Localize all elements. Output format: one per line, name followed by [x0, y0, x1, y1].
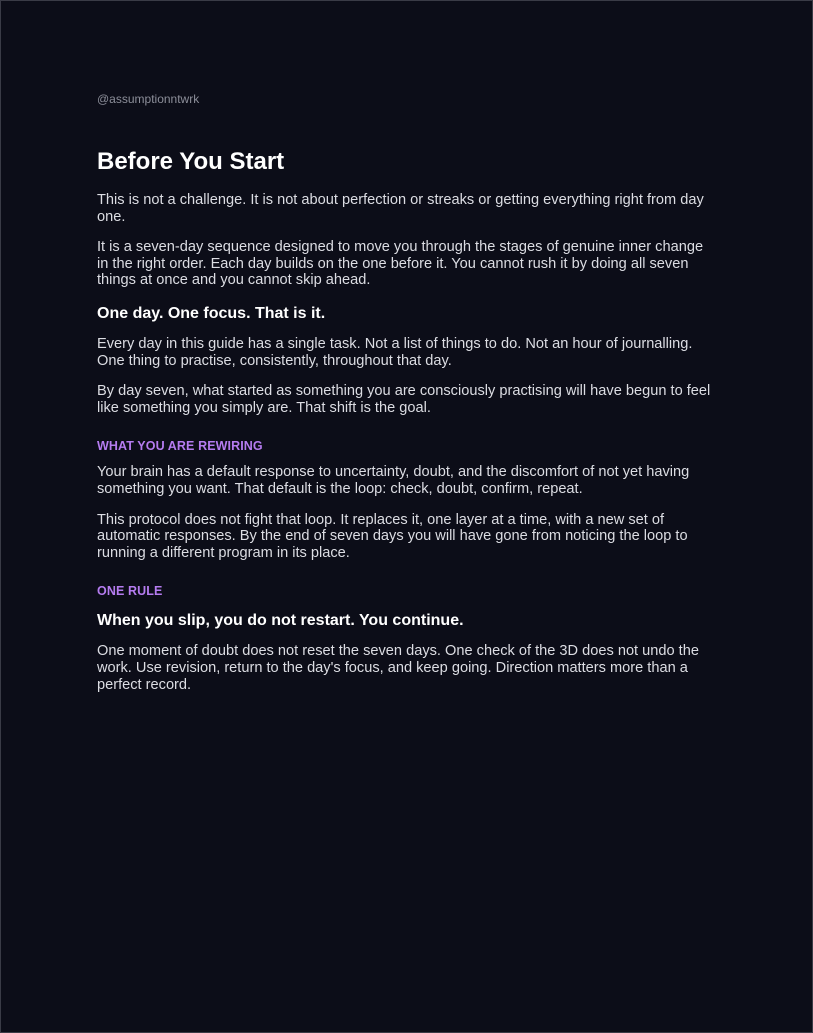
page-title: Before You Start [97, 148, 285, 175]
focus-heading: One day. One focus. That is it. [97, 304, 326, 322]
focus-paragraph-1: Every day in this guide has a single task. Not a list of things to do. Not an hour of journalling. One thing to practise, consistently, throughout that day. [97, 335, 693, 369]
rewiring-paragraph-2: This protocol does not fight that loop. It replaces it, one layer at a time, with a new set of automatic responses. By the end of seven days you will have gone from noticing the loop to running a different program in its place. [97, 511, 688, 561]
rewiring-section-label: WHAT YOU ARE REWIRING [97, 439, 263, 454]
rule-heading: When you slip, you do not restart. You continue. [97, 612, 464, 630]
document-page [1, 1, 812, 1032]
intro-paragraph-1: This is not a challenge. It is not about perfection or streaks or getting everything right from day one. [97, 192, 704, 225]
focus-paragraph-2: By day seven, what started as something you are consciously practising will have begun to feel like something you simply are. That shift is the goal. [97, 383, 711, 416]
author-handle: @assumptionntwrk [97, 92, 200, 106]
rule-section-label: ONE RULE [97, 584, 163, 599]
rule-paragraph: One moment of doubt does not reset the seven days. One check of the 3D does not undo the work. Use revision, return to the day's focus, and keep going. Direction matters more than a perfect record. [97, 643, 699, 693]
rewiring-paragraph-1: Your brain has a default response to uncertainty, doubt, and the discomfort of not yet having something you want. That default is the loop: check, doubt, confirm, repeat. [97, 464, 690, 497]
intro-paragraph-2: It is a seven-day sequence designed to move you through the stages of genuine inner change in the right order. Each day builds on the one before it. You cannot rush it by doing all seven things at once and you cannot skip ahead. [97, 239, 704, 289]
